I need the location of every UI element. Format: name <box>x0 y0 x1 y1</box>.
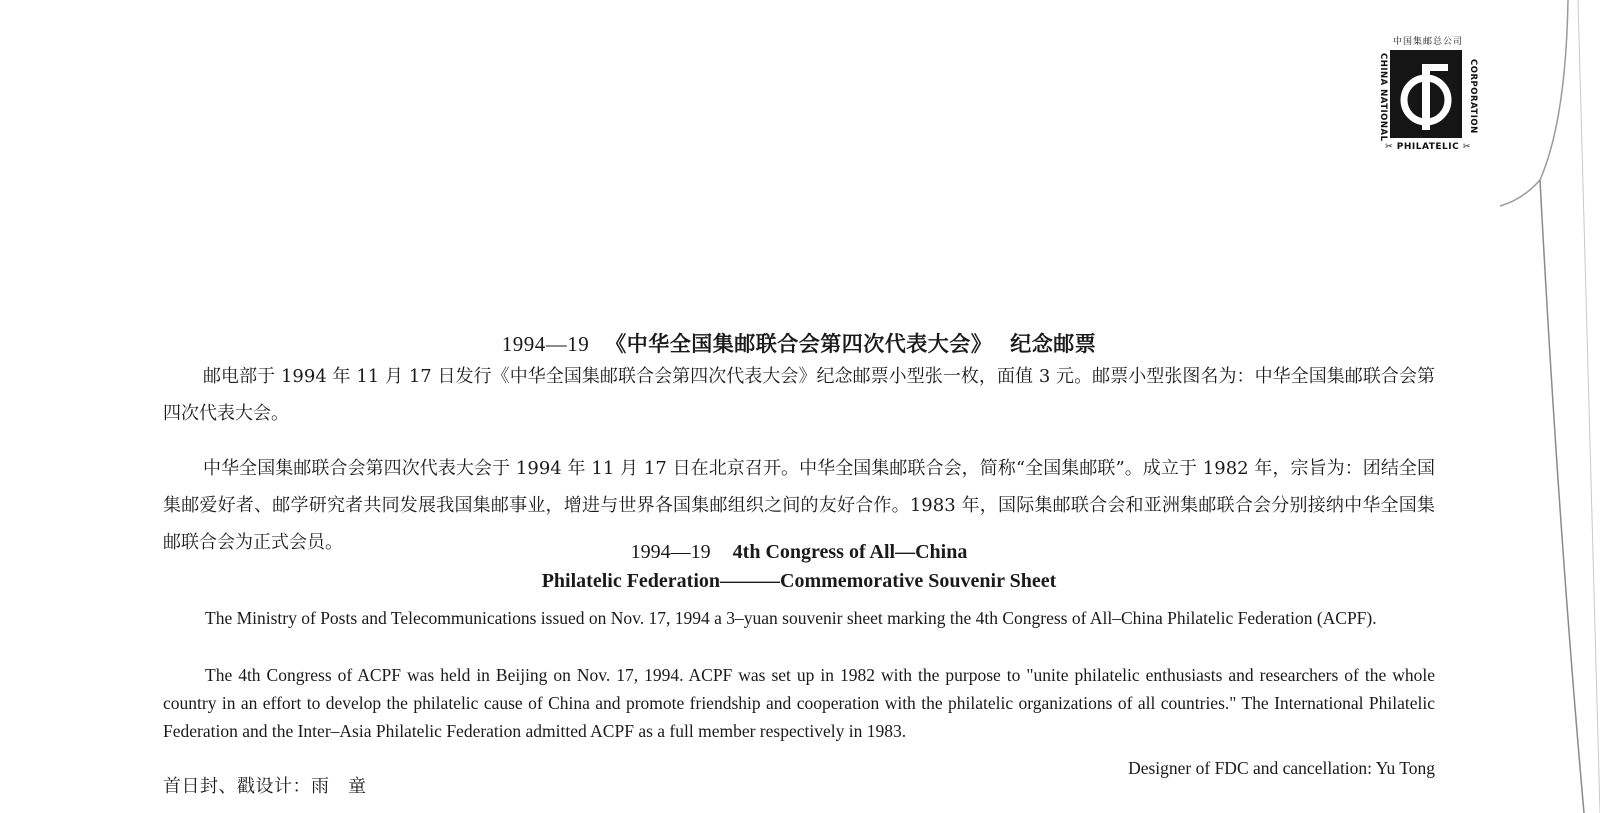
cn-paragraph-1: 邮电部于 1994 年 11 月 17 日发行《中华全国集邮联合会第四次代表大会》纪念邮票小型张一枚，面值 3 元。邮票小型张图名为：中华全国集邮联合会第四次代表大会。 <box>163 366 1435 424</box>
philatelic-corporation-logo <box>1378 34 1478 160</box>
designer-credit-cn: 首日封、戳设计：雨 童 <box>163 776 367 797</box>
cn-title-main: 《中华全国集邮联合会第四次代表大会》 <box>605 332 993 356</box>
logo-left-text: CHINA NATIONAL <box>1378 52 1388 142</box>
cn-title-year: 1994—19 <box>501 332 590 356</box>
en-paragraph-1: The Ministry of Posts and Telecommunications issued on Nov. 17, 1994 a 3–yuan souvenir sheet marking the 4th Congress of All–China Philatelic Federation (ACPF). <box>205 608 1377 628</box>
en-title-line-2: Philatelic Federation———Commemorative Souvenir Sheet <box>541 570 1057 592</box>
logo-bottom-text: ✂ PHILATELIC ✂ <box>1385 142 1471 152</box>
en-title-line-1 <box>163 541 1435 564</box>
cn-title <box>163 328 1435 358</box>
en-title-main: 4th Congress of All—China <box>732 541 968 563</box>
en-paragraph-2: The 4th Congress of ACPF was held in Beijing on Nov. 17, 1994. ACPF was set up in 1982 with the purpose to "unite philatelic enthusiasts and researchers of the whole country in an effort to develop the philatelic cause of China and promote friendship and cooperation with the philatelic organizations of all countries." The International Philatelic Federation and the Inter–Asia Philatelic Federation admitted ACPF as a full member respectively in 1983. <box>163 665 1435 741</box>
cn-title-tail: 纪念邮票 <box>1010 332 1097 356</box>
logo-right-text: CORPORATION <box>1468 58 1478 134</box>
cn-paragraph-2: 中华全国集邮联合会第四次代表大会于 1994 年 11 月 17 日在北京召开。中华全国集邮联合会，简称“全国集邮联”。成立于 1982 年，宗旨为：团结全国集邮爱好者、邮学研究者共同发展我国集邮事业，增进与世界各国集邮组织之间的友好合作。1983 年，国际集邮联合会和亚洲集邮联合会分别接纳中华全国集邮联合会为正式会员。 <box>163 458 1435 553</box>
logo-emblem-icon <box>1390 50 1462 138</box>
logo-bottom-label: PHILATELIC <box>1396 142 1460 152</box>
designer-credit-en: Designer of FDC and cancellation: Yu Tong <box>1128 758 1435 778</box>
en-title-year: 1994—19 <box>630 541 711 563</box>
logo-top-text: 中国集邮总公司 <box>1392 37 1463 47</box>
